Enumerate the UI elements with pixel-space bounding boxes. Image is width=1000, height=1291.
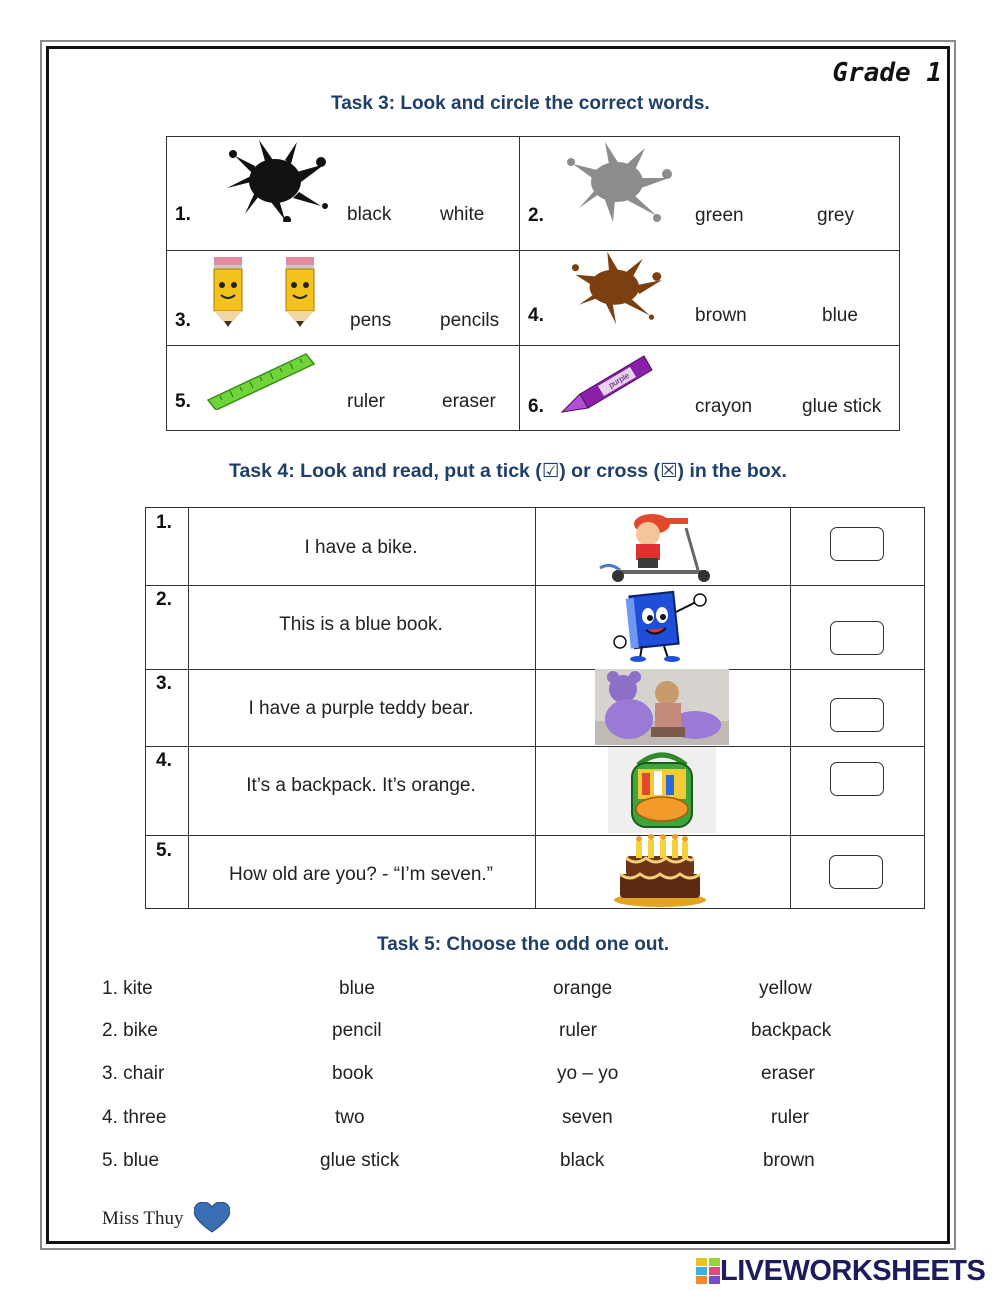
heart-icon: [194, 1202, 230, 1234]
task5-row-2-word-2[interactable]: pencil: [332, 1020, 382, 1041]
task3-item-2-word-b[interactable]: grey: [817, 205, 854, 226]
task5-row-1-word-3[interactable]: orange: [553, 978, 613, 999]
task4-row-4-number: 4.: [156, 750, 172, 771]
task3-item-6-word-a[interactable]: crayon: [695, 396, 753, 417]
task4-row-2-sentence: This is a blue book.: [279, 614, 443, 635]
task5-row-1-word-1[interactable]: 1. kite: [102, 978, 153, 999]
task3-item-1-word-b[interactable]: white: [440, 204, 485, 225]
task4-row-4-checkbox[interactable]: [830, 762, 884, 796]
task3-item-1-word-a[interactable]: black: [347, 204, 392, 225]
task4-row-4-sentence: It’s a backpack. It’s orange.: [246, 775, 476, 796]
task3-item-3-number: 3.: [175, 310, 191, 331]
backpack-icon: [608, 747, 716, 833]
task5-row-4-word-2[interactable]: two: [335, 1107, 365, 1128]
task4-row-5-sentence: How old are you? - “I’m seven.”: [229, 864, 493, 885]
task4-row-1-sentence: I have a bike.: [304, 537, 418, 558]
crayon-icon: [560, 350, 658, 414]
task3-item-2-number: 2.: [528, 205, 544, 226]
task4-row-2-number: 2.: [156, 589, 172, 610]
task5-row-2-word-3[interactable]: ruler: [559, 1020, 598, 1041]
task4-title: Task 4: Look and read, put a tick (☑) or cross (☒) in the box.: [229, 460, 787, 482]
task5-row-2-word-4[interactable]: backpack: [751, 1020, 832, 1041]
blue-book-icon: [612, 588, 712, 664]
task3-item-2-word-a[interactable]: green: [695, 205, 744, 226]
task5-row-3-word-3[interactable]: yo – yo: [557, 1063, 619, 1084]
task3-item-4-word-b[interactable]: blue: [822, 305, 858, 326]
task5-row-5-word-4[interactable]: brown: [763, 1150, 815, 1171]
task3-item-1-number: 1.: [175, 204, 191, 225]
task5-row-3-word-4[interactable]: eraser: [761, 1063, 815, 1084]
task5-row-5-word-1[interactable]: 5. blue: [102, 1150, 160, 1171]
task3-item-4-word-a[interactable]: brown: [695, 305, 747, 326]
task4-row-2-checkbox[interactable]: [830, 621, 884, 655]
task3-item-5-word-b[interactable]: eraser: [442, 391, 496, 412]
pencils-icon: [210, 255, 320, 329]
task5-row-1-word-2[interactable]: blue: [339, 978, 375, 999]
task5-row-4-word-1[interactable]: 4. three: [102, 1107, 167, 1128]
task3-title: Task 3: Look and circle the correct words.: [331, 93, 710, 114]
task4-row-3-checkbox[interactable]: [830, 698, 884, 732]
task4-row-3-number: 3.: [156, 673, 172, 694]
task3-item-5-number: 5.: [175, 391, 191, 412]
task4-row-3-sentence: I have a purple teddy bear.: [248, 698, 474, 719]
task3-item-6-number: 6.: [528, 396, 544, 417]
task3-item-5-word-a[interactable]: ruler: [347, 391, 386, 412]
teddy-bear-icon: [595, 669, 729, 745]
task5-row-5-word-2[interactable]: glue stick: [320, 1150, 400, 1171]
brown-paint-splash-icon: [566, 250, 668, 326]
task5-title: Task 5: Choose the odd one out.: [377, 934, 670, 955]
task3-item-3-word-a[interactable]: pens: [350, 310, 392, 331]
black-paint-splash-icon: [225, 136, 331, 222]
task5-row-4-word-3[interactable]: seven: [562, 1107, 613, 1128]
task4-row-5-number: 5.: [156, 840, 172, 861]
task3-item-3-word-b[interactable]: pencils: [440, 310, 500, 331]
task5-row-2-word-1[interactable]: 2. bike: [102, 1020, 158, 1041]
crayon-label: purple: [607, 370, 631, 390]
task3-item-6-word-b[interactable]: glue stick: [802, 396, 882, 417]
task4-row-1-checkbox[interactable]: [830, 527, 884, 561]
task5-row-1-word-4[interactable]: yellow: [759, 978, 812, 999]
task3-item-4-number: 4.: [528, 305, 544, 326]
ruler-icon: [206, 352, 316, 410]
task5-row-3-word-2[interactable]: book: [332, 1063, 374, 1084]
task5-row-3-word-1[interactable]: 3. chair: [102, 1063, 165, 1084]
birthday-cake-icon: [612, 834, 708, 908]
signature: Miss Thuy: [102, 1208, 184, 1229]
grade-label: Grade 1: [832, 58, 942, 88]
boy-scooter-icon: [596, 508, 728, 584]
task4-row-1-number: 1.: [156, 512, 172, 533]
grey-paint-splash-icon: [562, 138, 674, 224]
task5-row-5-word-3[interactable]: black: [560, 1150, 605, 1171]
liveworksheets-logo[interactable]: [696, 1256, 985, 1286]
task4-row-5-checkbox[interactable]: [829, 855, 883, 889]
task5-row-4-word-4[interactable]: ruler: [771, 1107, 810, 1128]
liveworksheets-logo-icon: [696, 1258, 720, 1284]
liveworksheets-brand-text: LIVEWORKSHEETS: [720, 1255, 986, 1287]
